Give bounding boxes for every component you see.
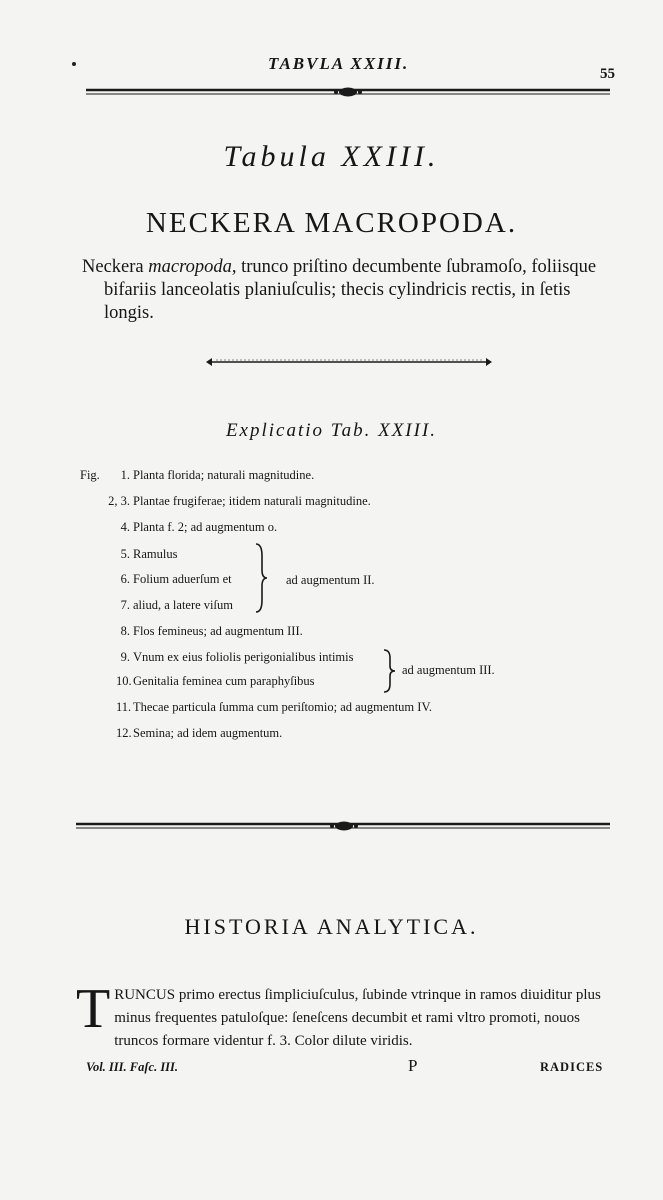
fig-caption: Planta f. 2; ad augmentum o. <box>133 520 278 534</box>
brace-left-group-2 <box>382 648 396 694</box>
fig-number: 1. <box>120 468 130 482</box>
page-number: 55 <box>600 66 615 82</box>
top-ornamental-rule <box>86 84 610 100</box>
lead-word: RUNCUS <box>114 987 176 1003</box>
explicatio-heading: Explicatio Tab. XXIII. <box>225 420 438 441</box>
genus-name: Neckera <box>82 257 149 277</box>
fig-number: 6. <box>120 572 130 586</box>
paragraph-text: primo erectus ſimpliciuſculus, ſubinde vtrinque in ramos diuiditur plus minus frequentes patuloſque: ſeneſcens decumbit et rami vltro promoti, nouos truncos formare videntur f. 3. Color dilute viridis. <box>114 987 601 1049</box>
plate-title: Tabula XXIII. <box>223 140 440 173</box>
fig-caption: Folium aduerſum et <box>133 572 232 586</box>
fig-caption: Genitalia feminea cum paraphyſibus <box>133 674 315 688</box>
fig-caption: Thecae particula ſumma cum periſtomio; ad augmentum IV. <box>133 700 432 714</box>
fig-number: 12. <box>116 726 132 740</box>
fig-caption: Planta florida; naturali magnitudine. <box>133 468 315 482</box>
fig-caption: aliud, a latere viſum <box>133 598 233 612</box>
short-ornament-rule <box>206 356 492 368</box>
middle-ornamental-rule <box>76 818 610 834</box>
fig-number: 7. <box>120 598 130 612</box>
drop-cap: T <box>76 978 111 1040</box>
fig-label: Fig. <box>80 468 100 482</box>
volume-footer: Vol. III. Faſc. III. <box>86 1060 179 1074</box>
description-text: , trunco priſtino decumbente ſubramoſo, foliisque bifariis lanceolatis planiuſculis; thecis cylindricis rectis, in ſetis longis. <box>104 257 597 323</box>
signature-mark: P <box>408 1056 418 1075</box>
brace-left-group-1 <box>254 542 268 614</box>
fig-caption: Plantae frugiferae; itidem naturali magnitudine. <box>133 494 371 508</box>
fig-number: 9. <box>120 650 130 664</box>
fig-number: 5. <box>120 547 130 561</box>
brace-note-2: ad augmentum III. <box>402 663 495 677</box>
fig-number: 2, 3. <box>108 494 130 508</box>
species-description <box>82 256 624 325</box>
fig-number: 10. <box>116 674 132 688</box>
fig-number: 11. <box>116 700 132 714</box>
margin-dot <box>72 62 76 66</box>
fig-number: 4. <box>120 520 130 534</box>
historia-paragraph <box>76 978 606 1053</box>
species-epithet: macropoda <box>148 257 232 277</box>
catchword: RADICES <box>540 1060 604 1074</box>
brace-note-1: ad augmentum II. <box>286 573 375 587</box>
running-title: TABVLA XXIII. <box>268 54 410 73</box>
fig-number: 8. <box>120 624 130 638</box>
fig-caption: Ramulus <box>133 547 178 561</box>
fig-caption: Flos femineus; ad augmentum III. <box>133 624 303 638</box>
fig-caption: Semina; ad idem augmentum. <box>133 726 283 740</box>
section-heading: HISTORIA ANALYTICA. <box>184 914 479 939</box>
fig-caption: Vnum ex eius foliolis perigonialibus intimis <box>133 650 354 664</box>
species-name: NECKERA MACROPODA. <box>145 207 518 239</box>
